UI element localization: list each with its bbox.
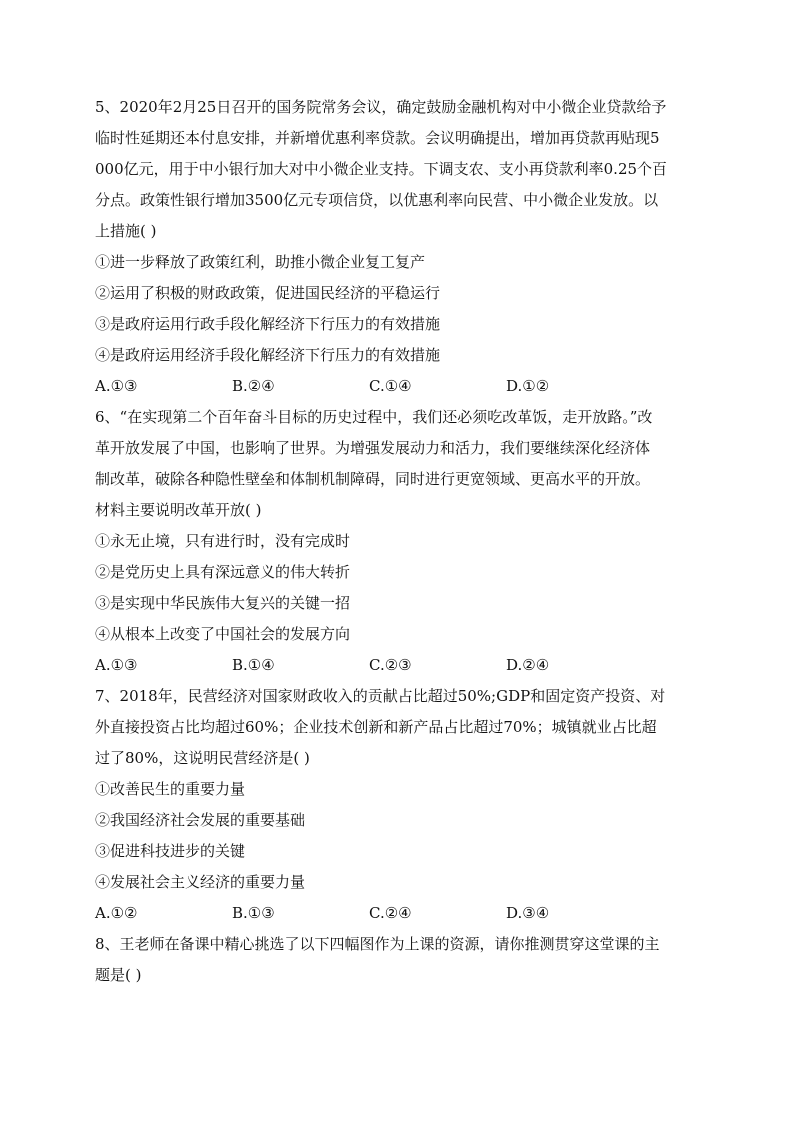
option-c[interactable]: C.②③: [369, 656, 412, 674]
question-stem-line: 材料主要说明改革开放( ): [95, 501, 262, 519]
answer-options: [95, 650, 699, 681]
statement-1: ①进一步释放了政策红利，助推小微企业复工复产: [95, 253, 426, 271]
statement-4: ④发展社会主义经济的重要力量: [95, 873, 306, 891]
question-stem-line: 分点。政策性银行增加3500亿元专项信贷，以优惠利率向民营、中小微企业发放。以: [95, 191, 659, 209]
statement-4: ④是政府运用经济手段化解经济下行压力的有效措施: [95, 346, 441, 364]
option-a[interactable]: A.①③: [95, 656, 138, 674]
option-d[interactable]: D.①②: [506, 377, 550, 395]
question-stem-line: 5、2020年2月25日召开的国务院常务会议，确定鼓励金融机构对中小微企业贷款给予: [95, 98, 667, 116]
question-stem-line: 临时性延期还本付息安排，并新增优惠利率贷款。会议明确提出，增加再贷款再贴现5: [95, 129, 660, 147]
option-b[interactable]: B.①④: [232, 656, 275, 674]
option-c[interactable]: C.②④: [369, 904, 412, 922]
statement-4: ④从根本上改变了中国社会的发展方向: [95, 625, 351, 643]
statement-3: ③是实现中华民族伟大复兴的关键一招: [95, 594, 351, 612]
option-d[interactable]: D.②④: [506, 656, 550, 674]
statement-2: ②运用了积极的财政政策，促进国民经济的平稳运行: [95, 284, 441, 302]
statement-2: ②我国经济社会发展的重要基础: [95, 811, 306, 829]
statement-1: ①永无止境，只有进行时，没有完成时: [95, 532, 351, 550]
option-d[interactable]: D.③④: [506, 904, 550, 922]
question-stem-line: 000亿元，用于中小银行加大对中小微企业支持。下调支农、支小再贷款利率0.25个百: [95, 160, 668, 178]
question-stem-line: 制改革，破除各种隐性壁垒和体制机制障碍，同时进行更宽领域、更高水平的开放。: [95, 470, 651, 488]
question-6: [95, 402, 699, 681]
question-stem-line: 上措施( ): [95, 222, 157, 240]
answer-options: [95, 898, 699, 929]
question-7: [95, 681, 699, 929]
question-stem-line: 6、“在实现第二个百年奋斗目标的历史过程中，我们还必须吃改革饭，走开放路。”改: [95, 408, 653, 426]
option-b[interactable]: B.②④: [232, 377, 275, 395]
question-stem-line: 革开放发展了中国，也影响了世界。为增强发展动力和活力，我们要继续深化经济体: [95, 439, 651, 457]
question-8: [95, 929, 699, 991]
statement-1: ①改善民生的重要力量: [95, 780, 246, 798]
question-5: [95, 92, 699, 402]
statement-3: ③是政府运用行政手段化解经济下行压力的有效措施: [95, 315, 441, 333]
question-stem-line: 外直接投资占比均超过60%；企业技术创新和新产品占比超过70%；城镇就业占比超: [95, 718, 657, 736]
option-a[interactable]: A.①②: [95, 904, 138, 922]
option-c[interactable]: C.①④: [369, 377, 412, 395]
question-stem-line: 题是( ): [95, 966, 142, 984]
question-stem-line: 8、王老师在备课中精心挑选了以下四幅图作为上课的资源，请你推测贯穿这堂课的主: [95, 935, 660, 953]
statement-2: ②是党历史上具有深远意义的伟大转折: [95, 563, 351, 581]
option-b[interactable]: B.①③: [232, 904, 275, 922]
exam-page: [95, 92, 699, 991]
question-stem-line: 7、2018年，民营经济对国家财政收入的贡献占比超过50%;GDP和固定资产投资、对: [95, 687, 666, 705]
question-stem-line: 过了80%，这说明民营经济是( ): [95, 749, 310, 767]
option-a[interactable]: A.①③: [95, 377, 138, 395]
statement-3: ③促进科技进步的关键: [95, 842, 246, 860]
answer-options: [95, 371, 699, 402]
